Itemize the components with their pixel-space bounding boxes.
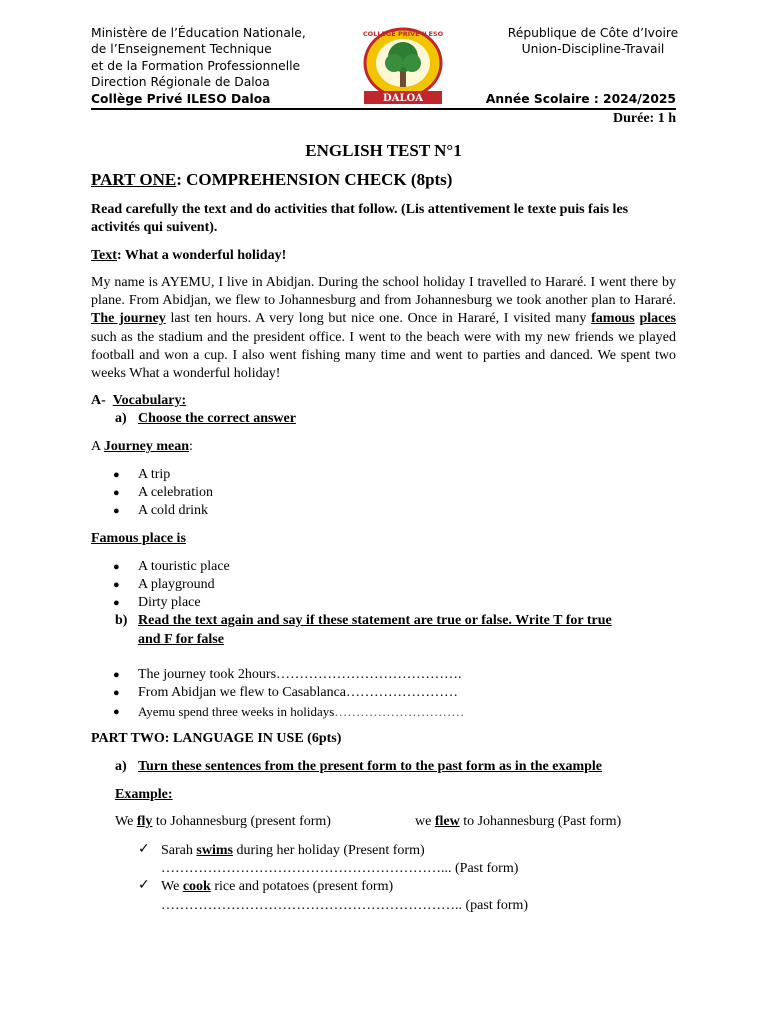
q1-option-1: A trip: [138, 467, 171, 482]
q1-label: Journey mean: [103, 439, 190, 454]
bullet-icon: ●: [113, 669, 120, 681]
q2-option-2: A playground: [138, 577, 215, 592]
text-heading: [91, 248, 286, 264]
item-2-part-1: We: [161, 879, 183, 894]
text-label: Text: [91, 248, 117, 263]
passage-famous: famous: [591, 311, 635, 327]
example-past: [415, 814, 621, 830]
tf-item-3: [138, 704, 464, 720]
bullet-icon: ●: [113, 487, 120, 499]
bullet-icon: ●: [113, 706, 120, 718]
example-past-2: to Johannesburg (Past form): [459, 814, 622, 829]
header-left: [91, 25, 306, 107]
item-2-answer-line: ……………………………………………………….. (past form): [161, 898, 529, 913]
bullet-icon: ●: [113, 505, 120, 517]
part-one-label: PART ONE: [91, 170, 177, 189]
example-present: [115, 814, 331, 830]
ministry-line-2: de l’Enseignement Technique: [91, 42, 272, 57]
header-divider: [91, 108, 676, 110]
q1-option-2: A celebration: [138, 485, 214, 500]
part-one-rest: : COMPREHENSION CHECK (8pts): [176, 170, 453, 189]
ministry-line-4: Direction Régionale de Daloa: [91, 75, 270, 90]
item-1-answer-line: ……………………………………………………... (Past form): [161, 861, 519, 876]
example-past-1: we: [415, 814, 435, 829]
item-1-part-2: during her holiday (Present form): [232, 843, 425, 858]
bullet-icon: ●: [113, 687, 120, 699]
example-label: Example:: [115, 787, 173, 802]
example-present-1: We: [115, 814, 137, 829]
example-past-verb: flew: [434, 814, 460, 829]
q1-colon: :: [189, 439, 193, 454]
question-1: [91, 439, 193, 455]
school-year: Année Scolaire : 2024/2025: [485, 92, 676, 106]
part-a-heading: [115, 411, 296, 427]
part-two-heading: PART TWO: LANGUAGE IN USE (6pts): [91, 731, 342, 746]
passage-part-3: such as the stadium and the president office. I went to the beach were with my new friends we played football and won a cup. I also went fishing many time and went to parties and danced. We spent two weeks What a wonderful holiday!: [91, 329, 676, 382]
text-title: : What a wonderful holiday!: [116, 248, 287, 263]
item-1-verb: swims: [196, 843, 233, 858]
part-a-label: Choose the correct answer: [138, 411, 296, 426]
bullet-icon: ●: [113, 469, 120, 481]
example-present-2: to Johannesburg (present form): [152, 814, 331, 829]
passage-journey: The journey: [91, 311, 166, 327]
test-duration: Durée: 1 h: [613, 111, 676, 126]
q1-option-3: A cold drink: [138, 503, 208, 518]
checkmark-icon: ✓: [138, 841, 150, 857]
part-a-prefix: a): [115, 411, 127, 426]
ministry-line-1: Ministère de l’Éducation Nationale,: [91, 26, 306, 40]
item-1-part-1: Sarah: [161, 843, 197, 858]
tf-item-3-text: Ayemu spend three weeks in holidays: [138, 704, 335, 719]
q2-option-1: A touristic place: [138, 559, 230, 574]
republic-line: République de Côte d’Ivoire: [507, 26, 679, 40]
tf-item-2: From Abidjan we flew to Casablanca……………………: [138, 685, 459, 700]
test-title: ENGLISH TEST N°1: [305, 141, 462, 160]
school-name: Collège Privé ILESO Daloa: [91, 91, 271, 106]
school-logo: [358, 25, 448, 105]
q1-prefix: A: [91, 439, 104, 454]
tf-item-3-dots: …………………………: [334, 704, 465, 719]
reading-passage: [91, 274, 676, 383]
item-2-verb: cook: [182, 879, 211, 894]
section-a-label: Vocabulary:: [112, 393, 187, 408]
bullet-icon: ●: [113, 579, 120, 591]
motto-line: Union-Discipline-Travail: [521, 42, 665, 57]
logo-daloa-text: DALOA: [383, 93, 423, 104]
bullet-icon: ●: [113, 597, 120, 609]
bullet-icon: ●: [113, 561, 120, 573]
passage-places: places: [639, 311, 677, 327]
header-right: [470, 25, 716, 58]
passage-part-1: My name is AYEMU, I live in Abidjan. During the school holiday I travelled to Hararé. I went there by plane. From Abidjan, we flew to Johannesburg and from Johannesburg we took another plan to Hararé.: [91, 275, 676, 309]
item-2-part-2: rice and potatoes (present form): [210, 879, 394, 894]
checkmark-icon: ✓: [138, 877, 150, 893]
part-b-label-line-2: and F for false: [138, 632, 224, 647]
tf-item-1: The journey took 2hours………………………………….: [138, 667, 462, 682]
part-b-prefix: b): [115, 613, 128, 628]
ministry-line-3: et de la Formation Professionnelle: [91, 58, 301, 73]
part-two-a-label: Turn these sentences from the present form to the past form as in the example: [138, 759, 603, 774]
part-b-label-line-1: Read the text again and say if these statement are true or false. Write T for true: [138, 613, 612, 628]
q2-option-3: Dirty place: [138, 595, 201, 610]
example-present-verb: fly: [136, 814, 153, 829]
item-2-present: [161, 879, 393, 895]
section-a-heading: [91, 393, 186, 409]
part-two-a-prefix: a): [115, 759, 127, 774]
question-2: Famous place is: [91, 531, 186, 546]
passage-part-2: last ten hours. A very long but nice one. Once in Hararé, I visited many: [165, 311, 592, 327]
part-one-heading: [91, 170, 452, 190]
logo-top-text: COLLEGE PRIVE ILESO: [362, 30, 444, 38]
item-1-present: [161, 843, 425, 859]
instruction-text: Read carefully the text and do activities that follow. (Lis attentivement le texte puis fais les activités qui suivent).: [91, 202, 629, 235]
section-a-prefix: A-: [91, 393, 106, 408]
